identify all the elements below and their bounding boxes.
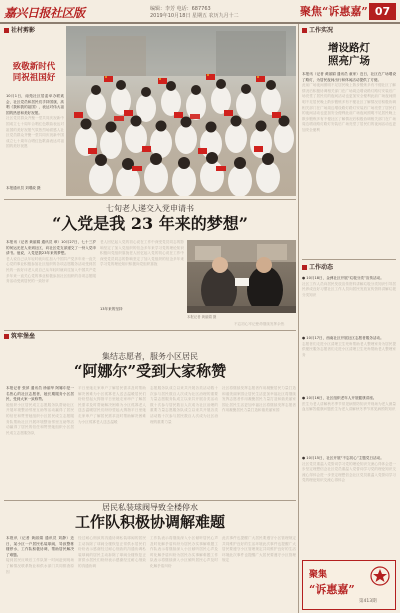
article3-kicker: 居民私装球阀导致全楼停水 [102, 503, 198, 512]
column-title: 聚焦“诉惠嘉” [300, 5, 368, 18]
crowd-illustration [66, 26, 296, 196]
article1-photo-credit: 本报记者 黄丽娟 摄 [187, 315, 217, 319]
sidebar-text: 本报讯（记者 黄丽娟 通讯员 童家）近日，社区在广场增设了路灯，为居民夜间出行和休闲活动提供了方便。 此前广场夜间照明不足居民晚上散步锻炼多有不便社区了解情况后积极协调相关部门在广场周边增设路灯路灯安装后广场亮堂了居民们的夜间活动也更加安全便利此前广场夜间照明不足居民晚上散步锻炼多有不便社区了解情况后积极协调相关部门在广场周边增设路灯路灯安装后广场亮堂了居民们的夜间活动也更加安全便利此前广场夜间照明不足居民晚上散步锻炼多有不便社区了解情况后积极协调相关部门在广场周边增设路灯路灯安装后广场亮堂了居民们的夜间活动也更加安全便利 [302, 72, 396, 132]
header-rule [0, 22, 400, 24]
paper-name: 嘉兴日报社区版 [4, 6, 85, 20]
photo-byline: 本报通讯员 刘增政 摄 [6, 186, 41, 190]
emblem-icon [369, 565, 391, 587]
article2-col4: 社区将继续发挥志愿者作用凝聚居民力量打造和谐美丽家园让居民生活更加幸福社区将继续发挥志愿者作用凝聚居民力量打造和谐美丽家园让居民生活更加幸福社区将继续发挥志愿者作用凝聚居民力量打造和谐美丽家园 [222, 386, 296, 413]
article2-col3: 志愿服务队成立以来共开展各类活动数十次参与居民数百人次成为社区治理的重要力量志愿服务队成立以来共开展各类活动数十次参与居民数百人次成为社区治理的重要力量志愿服务队成立以来共开展各类活动数十次参与居民数百人次成为社区治理的重要力量 [150, 386, 218, 424]
dynamics-item-2: ● 10月17日，西南社区开展社区志愿者服务活动。 志愿者们走进小区清理卫生死角帮助老人整理家务为居民提供便民服务志愿者们走进小区清理卫生死角帮助老人整理家务 [302, 336, 396, 357]
dynamics-item-4: ● 10月15日，社区开展“不忘初心”主题党日活动。 社区党员重温入党誓词学习党的理论知识交流心得体会进一步坚定理想信念社区党员重温入党誓词学习党的理论知识交流心得体会进一步坚定理想信念社区党员重温入党誓词学习党的理论知识交流心得体会 [302, 456, 396, 483]
rule-article2-top [4, 330, 296, 331]
rule-article3-top [4, 500, 296, 501]
section-tag-work-dynamics: 工作动态 [302, 263, 333, 272]
date-info: 2019年10月18日 星期五 农历九月十二 [150, 13, 239, 19]
section-tag-photo: 社村剪影 [4, 26, 35, 35]
editor-info: 编辑：李芳 电话：687763 [150, 6, 211, 12]
section-tag-work-practice: 工作实况 [302, 26, 333, 35]
column-logo-box [302, 560, 396, 610]
article3-col4: 此次事件也提醒广大居民要遵守小区管理规定共同维护良好的生活环境此次事件也提醒广大居民要遵守小区管理规定共同维护良好的生活环境此次事件也提醒广大居民要遵守小区管理规定 [222, 536, 296, 563]
article2-kicker: 集结志愿者，服务小区居民 [102, 352, 198, 361]
article1-kicker: 七旬老人递交入党申请书 [106, 204, 194, 213]
logo-issue-note: 第413期 [359, 599, 377, 604]
article1-headline: “入党是我 23 年来的梦想” [52, 214, 248, 233]
article2-col1: 本报记者 张萍 通讯员 徐丽华 阿娜尔是一名热心的社区志愿者，她长期服务小区居民，受到大家一致称赞。 她组织小区居民成立志愿服务队帮助社区开展环境整治邻里互助等活动赢得了居民的信任和赞誉她组织小区居民成立志愿服务队帮助社区开展环境整治邻里互助等活动赢得了居民的信任和赞誉她组织小区居民成立志愿服务队 [6, 386, 74, 435]
rule-article1-top [4, 199, 296, 200]
logo-subtitle: “诉惠嘉” [309, 583, 355, 596]
article1-col1: 本报讯（记者 黄丽娟 通讯员 章）10月27日，七十三岁的何运光老人来到社区，向社区党支部递交了一份入党申请书。他说，入党是我23年来的梦想。 老人说自己从年轻时就向往加入中国共产党多年来一直关心党的事业积极参加社区组织的各项志愿服务活动受到居民的一致好评老人说自己从年轻时就向往加入中国共产党多年来一直关心党的事业积极参加社区组织的各项志愿服务活动受到居民的一致好评 [6, 240, 96, 284]
photo-story-title: 致敬新时代 同祝祖国好 [12, 62, 56, 83]
article3-col2: 经过耐心细致的沟通协调私装球阀的居民主动拆除了球阀全楼恢复正常供水居民们纷纷表示感谢经过耐心细致的沟通协调私装球阀的居民主动拆除了球阀全楼恢复正常供水居民们纷纷表示感谢经过耐心细致的沟通协调 [78, 536, 146, 568]
article1-photo-caption: 13年来的坚持 [100, 307, 123, 311]
celebration-photo [66, 26, 296, 196]
dynamics-item-1: ● 10月18日，金洲社区开展“垃圾分类”宣传活动。 社区工作人员向居民发放宣传资料讲解垃圾分类知识引导居民养成良好习惯社区工作人员向居民发放宣传资料讲解垃圾分类知识 [302, 276, 396, 297]
logo-title: 聚集 [309, 570, 328, 580]
sidebar-divider [298, 24, 299, 613]
dynamics-item-3: ● 10月16日，社区组织老年人开展健康讲座。 医生为老人讲解秋冬季节常见病预防知识并现场为老人测量血压解答健康问题医生为老人讲解秋冬季节常见病预防知识 [302, 396, 396, 412]
article1-col2: 老人回忆起入党的初心说在工作中深受党员同志的影响坚定了加入党组织的信念多年来学习党的理论知识积极向党组织靠拢老人回忆起入党的初心说在工作中深受党员同志的影响坚定了加入党组织的信念多年来学习党的理论知识积极向党组织靠拢 [100, 240, 184, 267]
rule-dynamics [302, 259, 396, 260]
sidebar-headline: 增设路灯 照亮广场 [328, 42, 370, 67]
article1-photo [187, 240, 296, 313]
article2-headline: “阿娜尔”受到大家称赞 [73, 362, 227, 380]
section-tag-collect: 筑牢堡垒 [4, 332, 35, 341]
article3-col3: 工作队表示将继续深入小区倾听居民心声及时化解矛盾纠纷为居民办实事解难题工作队表示将继续深入小区倾听居民心声及时化解矛盾纠纷为居民办实事解难题工作队表示将继续深入小区倾听居民心声及时化解矛盾纠纷 [150, 536, 218, 568]
photo-story-text: 10月1日，南苑社区居委举办联欢会，社区党员和居民们手持国旗，高唱《我和我的祖国》，表达对伟大祖国的热爱和美好祝愿。 社区党员群众齐聚一堂共同庆祝新中国成立七十周年合唱红色歌曲表达对祖国的美好祝愿气氛热烈场面感人社区党员群众齐聚一堂共同庆祝新中国成立七十周年合唱红色歌曲表达对祖国的美好祝愿 [6, 94, 64, 149]
article3-col1: 本报讯（记者 黄丽娟 通讯员 刘静）近日，某小区一户居民私装球阀，导致整栋楼停水，工作队积极协调，帮助居民解决了难题。 接到居民反映后工作队第一时间赶到现场了解情况联系物业和供水部门共同排查原因 [6, 536, 74, 574]
page-number: 07 [369, 3, 396, 20]
handshake-illustration [187, 240, 296, 313]
article1-col3-tail: 不忘初心牢记使命继续发挥余热 [234, 322, 285, 326]
article2-col2: 平日里她走家串户了解居民需求及时帮助解决困难为小区孤寡老人送去温暖居民们纷纷竖起大拇指平日里她走家串户了解居民需求及时帮助解决困难为小区孤寡老人送去温暖居民们纷纷竖起大拇指平日里她走家串户了解居民需求及时帮助解决困难为小区孤寡老人送去温暖 [78, 386, 146, 424]
article3-headline: 工作队积极协调解难题 [74, 513, 225, 531]
